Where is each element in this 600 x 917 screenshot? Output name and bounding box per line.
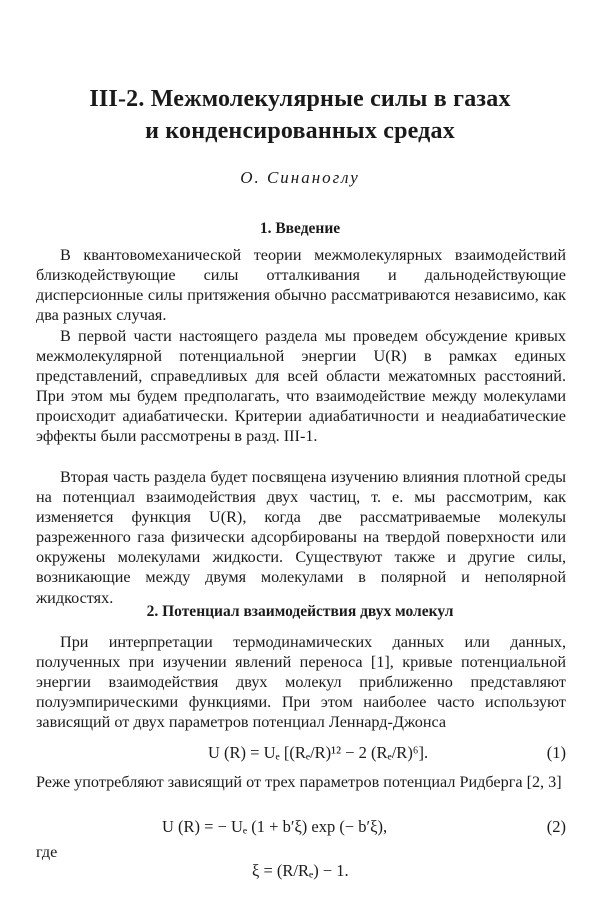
paragraph-intro-1: В квантовомеханической теории межмолекулярных взаимодействий близкодействующие силы отталкивания и дальнодействующие дисперсионные силы притяжения обычно рассматриваются независимо, как два разных случая. (36, 246, 566, 325)
article-title-line-2: и конденсированных средах (145, 118, 455, 144)
equation-2 (36, 817, 566, 841)
equation-1-number: (1) (546, 743, 566, 762)
equation-2-formula: U (R) = − Uₑ (1 + b′ξ) exp (− b′ξ), (162, 817, 388, 836)
equation-1-formula: U (R) = Uₑ [(Rₑ/R)¹² − 2 (Rₑ/R)⁶]. (208, 743, 429, 762)
paragraph-potential-2: Реже употребляют зависящий от трех параметров потенциал Ридберга [2, 3] (36, 773, 562, 791)
equation-3 (36, 861, 566, 885)
author-name: О. Синаноглу (240, 168, 360, 187)
where-label: где (36, 843, 58, 861)
equation-3-formula: ξ = (R/Rₑ) − 1. (252, 861, 349, 880)
paragraph-potential-1: При интерпретации термодинамических данных или данных, полученных при изучении явлений переноса [1], кривые потенциальной энергии взаимодействия двух молекул приближенно представляют полуэмпирическими функциями. При этом наиболее часто используют зависящий от двух параметров потенциал Леннард-Джонса (36, 633, 566, 732)
equation-2-number: (2) (546, 817, 566, 836)
paragraph-intro-2: В первой части настоящего раздела мы проведем обсуждение кривых межмолекулярной потенциальной энергии U(R) в рамках единых представлений, справедливых для всей области межатомных расстояний. При этом мы будем предполагать, что взаимодействие между молекулами происходит адиабатически. Критерии адиабатичности и неадиабатические эффекты были рассмотрены в разд. III-1. (36, 327, 566, 446)
section-heading-introduction: 1. Введение (259, 220, 341, 237)
article-title-line-1: III-2. Межмолекулярные силы в газах (89, 86, 511, 112)
section-heading-potential: 2. Потенциал взаимодействия двух молекул (146, 603, 454, 620)
paragraph-intro-3: Вторая часть раздела будет посвящена изучению влияния плотной среды на потенциал взаимодействия двух частиц, т. е. мы рассмотрим, как изменяется функция U(R), когда две рассматриваемые молекулы разреженного газа физически адсорбированы на твердой поверхности или окружены молекулами жидкости. Существуют также и другие силы, возникающие между двумя молекулами в полярной и неполярной жидкостях. (36, 468, 566, 607)
equation-1 (36, 743, 566, 767)
